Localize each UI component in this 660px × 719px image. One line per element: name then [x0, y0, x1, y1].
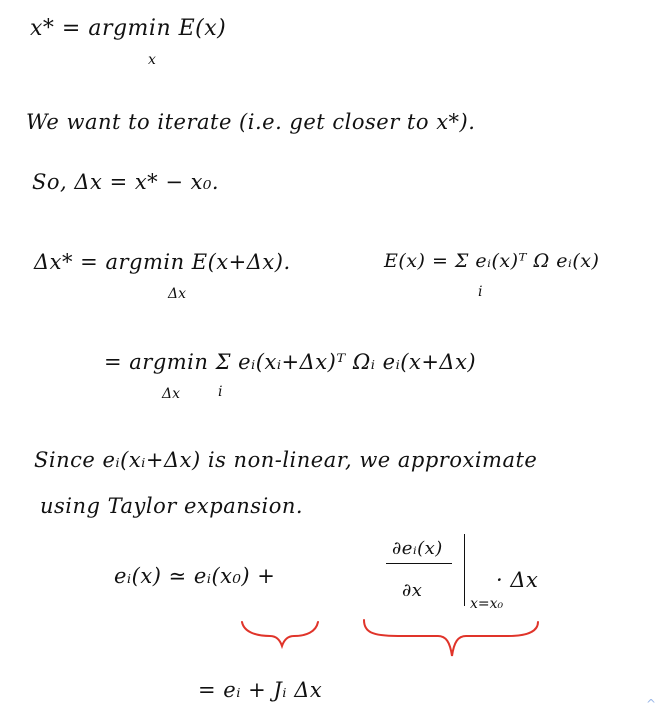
linearized-result: = eᵢ + Jᵢ Δx — [198, 678, 323, 702]
delta-definition: So, Δx = x* − x₀. — [32, 170, 220, 194]
iterate-sentence: We want to iterate (i.e. get closer to x*). — [26, 110, 476, 134]
nonlinear-sentence: Since eᵢ(xᵢ+Δx) is non-linear, we approximate — [34, 448, 538, 472]
delta-argmin-subscript: Δx — [168, 286, 187, 302]
delta-argmin: Δx* = argmin E(x+Δx). — [34, 250, 291, 274]
energy-sum-subscript: i — [478, 284, 483, 300]
delta-x-term: · Δx — [496, 568, 539, 592]
jacobian-denominator: ∂x — [402, 580, 423, 601]
fraction-bar — [386, 563, 452, 564]
taylor-sentence: using Taylor expansion. — [40, 494, 304, 518]
expanded-argmin-subscript: Δx — [162, 386, 181, 402]
error-brace — [236, 614, 326, 650]
scroll-up-icon[interactable]: ^ — [645, 697, 656, 711]
expanded-argmin: = argmin Σ eᵢ(xᵢ+Δx)ᵀ Ωᵢ eᵢ(x+Δx) — [104, 350, 477, 374]
energy-definition: E(x) = Σ eᵢ(x)ᵀ Ω eᵢ(x) — [384, 250, 600, 272]
evaluation-point: x=x₀ — [470, 596, 504, 612]
argmin-subscript: x — [148, 52, 156, 68]
expanded-sum-subscript: i — [218, 384, 223, 400]
argmin-definition: x* = argmin E(x) — [30, 16, 227, 41]
evaluation-bar — [464, 534, 465, 606]
jacobian-numerator: ∂eᵢ(x) — [392, 538, 443, 559]
jacobian-brace — [358, 616, 544, 664]
taylor-lhs: eᵢ(x) ≃ eᵢ(x₀) + — [114, 564, 276, 588]
